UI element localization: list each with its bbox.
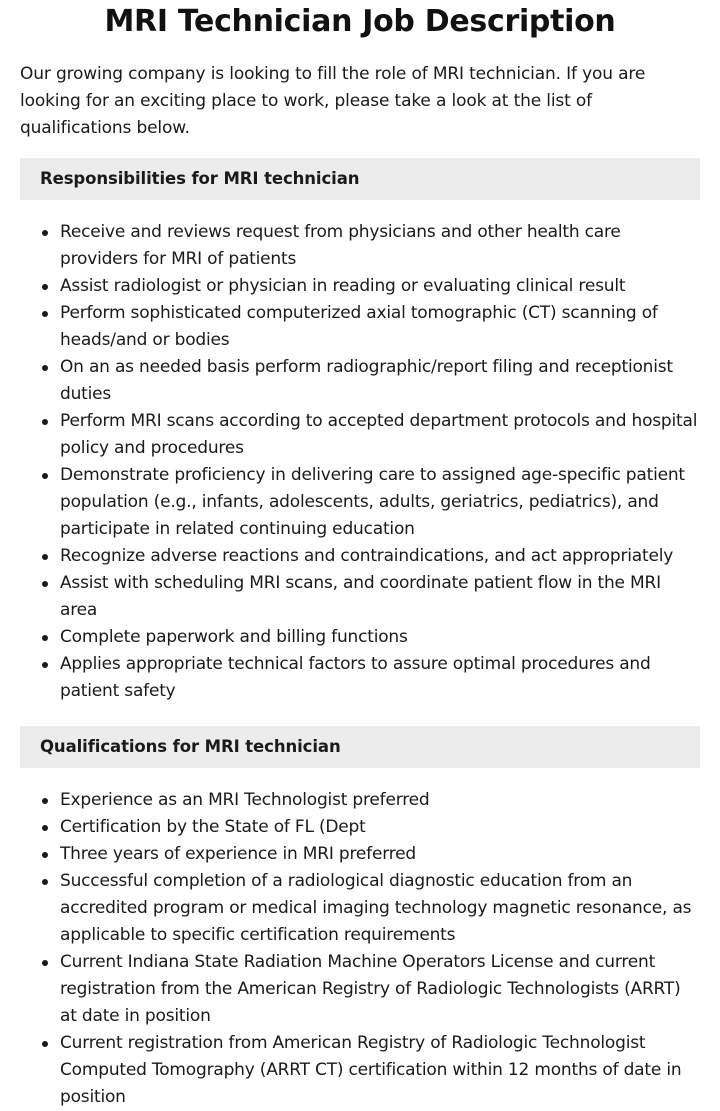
list-item: Recognize adverse reactions and contraindications, and act appropriately <box>60 543 700 570</box>
intro-paragraph: Our growing company is looking to fill the role of MRI technician. If you are looking for an exciting place to work, please take a look at the list of qualifications below. <box>20 64 646 138</box>
list-item: Three years of experience in MRI preferred <box>60 841 700 868</box>
responsibilities-list <box>20 219 700 705</box>
list-item: Successful completion of a radiological diagnostic education from an accredited program or medical imaging technology magnetic resonance, as applicable to specific certification requirements <box>60 868 700 949</box>
page-title: MRI Technician Job Description <box>104 4 616 39</box>
list-item: Perform sophisticated computerized axial tomographic (CT) scanning of heads/and or bodies <box>60 300 700 354</box>
list-item: Current Indiana State Radiation Machine Operators License and current registration from the American Registry of Radiologic Technologists (ARRT) at date in position <box>60 949 700 1030</box>
list-item: Assist radiologist or physician in reading or evaluating clinical result <box>60 273 700 300</box>
list-item: Demonstrate proficiency in delivering care to assigned age-specific patient population (e.g., infants, adolescents, adults, geriatrics, pediatrics), and participate in related continuing education <box>60 462 700 543</box>
list-item: On an as needed basis perform radiographic/report filing and receptionist duties <box>60 354 700 408</box>
list-item: Complete paperwork and billing functions <box>60 624 700 651</box>
qualifications-list <box>20 787 700 1111</box>
list-item: Receive and reviews request from physicians and other health care providers for MRI of patients <box>60 219 700 273</box>
qualifications-heading: Qualifications for MRI technician <box>20 726 700 768</box>
list-item: Experience as an MRI Technologist preferred <box>60 787 700 814</box>
list-item: Assist with scheduling MRI scans, and coordinate patient flow in the MRI area <box>60 570 700 624</box>
list-item: Perform MRI scans according to accepted department protocols and hospital policy and procedures <box>60 408 700 462</box>
list-item: Certification by the State of FL (Dept <box>60 814 700 841</box>
list-item: Current registration from American Registry of Radiologic Technologist Computed Tomography (ARRT CT) certification within 12 months of date in position <box>60 1030 700 1111</box>
list-item: Applies appropriate technical factors to assure optimal procedures and patient safety <box>60 651 700 705</box>
responsibilities-heading: Responsibilities for MRI technician <box>20 158 700 200</box>
